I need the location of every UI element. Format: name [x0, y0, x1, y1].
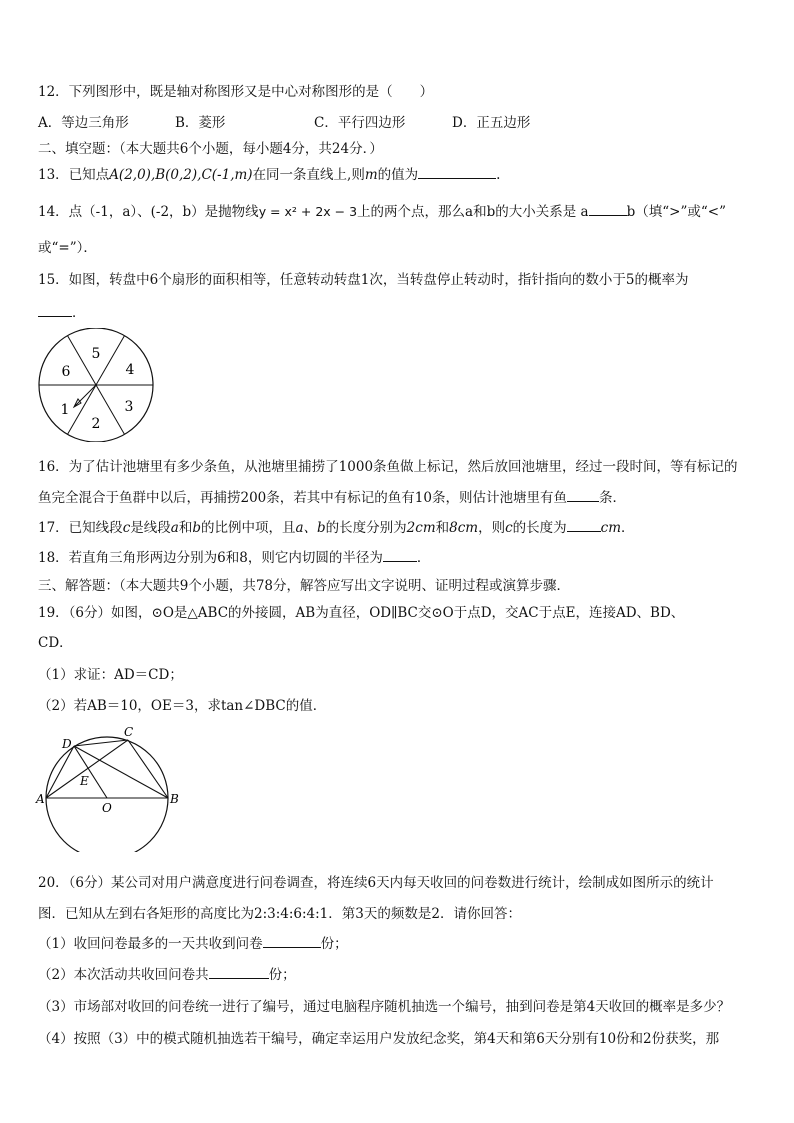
q20-part3: （3）市场部对收回的问卷统一进行了编号，通过电脑程序随机抽选一个编号，抽到问卷是第4天收回的概率是多少？ [38, 999, 731, 1015]
q17-t1: 17．已知线段 [38, 520, 123, 536]
section-3-heading: 三、解答题：（本大题共9个小题，共78分，解答应写出文字说明、证明过程或演算步骤． [38, 578, 571, 594]
q16-line2-end: 条． [598, 490, 626, 506]
q13-points: A(2,0),B(0,2),C(-1,m) [109, 167, 253, 183]
q14-line1-end: b（填“>”或“<” [626, 204, 726, 220]
q17-b: b [192, 520, 201, 536]
q17-answer-blank[interactable] [567, 519, 601, 532]
label-b: B [170, 792, 179, 806]
q18-end: ． [416, 550, 431, 566]
q13-answer-blank[interactable] [418, 166, 496, 179]
q18-answer-blank[interactable] [383, 549, 417, 562]
q17-t9: c [505, 520, 513, 536]
q14-answer-blank[interactable] [589, 203, 627, 216]
q17 [38, 519, 635, 537]
q13-pre: 已知点 [68, 167, 110, 183]
q14-formula: y = x² + 2x − 3 [258, 204, 358, 219]
q12-option-b: B．菱形 [175, 115, 226, 131]
q17-v2: 8cm [449, 520, 479, 536]
segment-ad [46, 746, 74, 798]
q20-part4: （4）按照（3）中的模式随机抽选若干编号，确定幸运用户发放纪念奖，第4天和第6天分别有10份和2份获奖，那 [38, 1031, 720, 1047]
q14-line1 [38, 203, 726, 221]
q14-line2: 或“=”）． [38, 240, 97, 256]
q12-stem: 12．下列图形中，既是轴对称图形又是中心对称图形的是（ ） [38, 84, 434, 100]
q20-p2-pre: （2）本次活动共收回问卷共 [38, 967, 209, 983]
label-e: E [80, 774, 89, 788]
q17-t4: 的比例中项，且 [200, 520, 296, 536]
q15-line1: 15．如图，转盘中6个扇形的面积相等，任意转动转盘1次，当转盘停止转动时，指针指向的数小于5的概率为 [38, 272, 689, 288]
q20-p1-pre: （1）收回问卷最多的一天共收到问卷 [38, 936, 263, 952]
q13-mid: 在同一条直线上,则 [252, 167, 365, 183]
section-2-heading: 二、填空题：（本大题共6个小题，每小题4分，共24分．） [38, 141, 383, 157]
q16-answer-blank[interactable] [567, 489, 599, 502]
q20-line2: 图．已知从左到右各矩形的高度比为2:3:4:6:4:1．第3天的频数是2．请你回答： [38, 906, 521, 922]
q17-t8: ，则 [478, 520, 506, 536]
q20-line1: 20．（6分）某公司对用户满意度进行问卷调查，将连续6天内每天收回的问卷数进行统计，绘制成如图所示的统计 [38, 875, 714, 891]
q17-t5: a、b [295, 520, 326, 536]
spinner-label-6: 6 [61, 364, 71, 380]
q12-option-c: C．平行四边形 [314, 115, 406, 131]
q20-p1-answer-blank[interactable] [263, 935, 321, 948]
q17-t6: 的长度分别为 [325, 520, 407, 536]
q13 [38, 166, 500, 184]
spinner-figure [34, 328, 164, 442]
q19-line1: 19．（6分）如图，⊙O是△ABC的外接圆，AB为直径，OD∥BC交⊙O于点D，交AC于点E，连接AD、BD、 [38, 605, 685, 621]
circle-geometry-figure [32, 722, 192, 852]
q20-p2-end: 份； [268, 967, 296, 983]
segment-bc [128, 740, 168, 798]
q18 [38, 549, 430, 567]
q17-t3: 和 [178, 520, 193, 536]
label-a: A [36, 792, 45, 806]
spinner-label-4: 4 [125, 362, 135, 378]
q13-post: 的值为 [377, 167, 419, 183]
q19-part1: （1）求证：AD＝CD； [38, 667, 183, 683]
q17-t7: 和 [435, 520, 450, 536]
q13-end: . [496, 167, 501, 183]
q13-var: m [364, 167, 378, 183]
q14-line1-post: 上的两个点，那么a和b的大小关系是 a [357, 204, 589, 220]
label-o: O [102, 801, 112, 815]
segment-bd [74, 746, 168, 798]
q15-line2-end: ． [72, 305, 86, 321]
q17-t2: 是线段 [130, 520, 171, 536]
q20-p2-answer-blank[interactable] [209, 966, 269, 979]
q12-option-d: D．正五边形 [452, 115, 531, 131]
q16-line2 [38, 489, 626, 507]
label-c: C [124, 725, 134, 739]
spinner-label-1: 1 [60, 402, 70, 418]
q16-line1: 16．为了估计池塘里有多少条鱼，从池塘里捕捞了1000条鱼做上标记，然后放回池塘里，经过一段时间，等有标记的 [38, 459, 738, 475]
q20-p1-end: 份； [320, 936, 348, 952]
q17-t10: 的长度为 [512, 520, 567, 536]
q16-line2-pre: 鱼完全混合于鱼群中以后，再捕捞200条，若其中有标记的鱼有10条，则估计池塘里有鱼 [38, 490, 567, 506]
label-d: D [62, 737, 72, 751]
q19-part2: （2）若AB＝10，OE＝3，求tan∠DBC的值． [38, 698, 327, 714]
q12-option-a: A．等边三角形 [38, 115, 129, 131]
q20-part1 [38, 935, 348, 953]
q14-line1-pre: 14．点（-1，a）、(-2，b）是抛物线 [38, 204, 259, 220]
spinner-label-3: 3 [124, 399, 134, 415]
q17-unit: cm [600, 520, 622, 536]
q15-answer-blank[interactable] [38, 304, 72, 317]
q15-line2 [38, 304, 86, 322]
q17-end: ． [621, 520, 635, 536]
q17-v1: 2cm [406, 520, 436, 536]
spinner-label-5: 5 [91, 346, 101, 362]
spinner-label-2: 2 [91, 416, 101, 432]
q17-c: c [122, 520, 131, 536]
q19-line2: CD． [38, 635, 73, 651]
segment-od [74, 746, 107, 798]
q13-num: 13． [38, 167, 69, 183]
q17-a: a [170, 520, 179, 536]
q20-part2 [38, 966, 296, 984]
q18-pre: 18．若直角三角形两边分别为6和8，则它内切圆的半径为 [38, 550, 383, 566]
